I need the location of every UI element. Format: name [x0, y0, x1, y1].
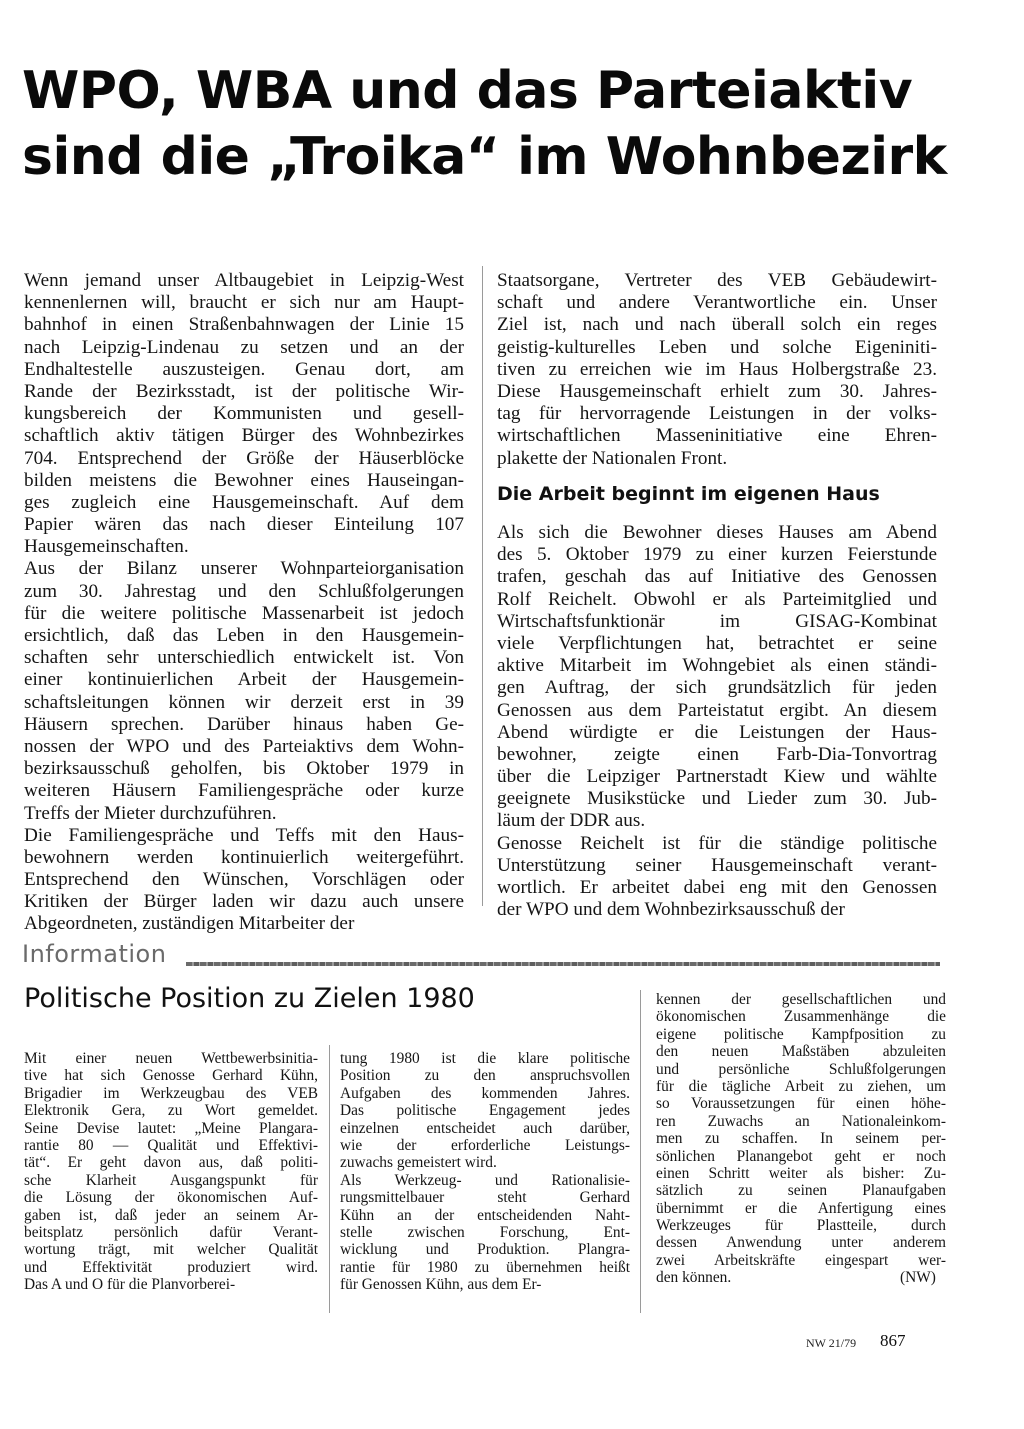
- text-line: Papier wären das nach dieser Einteilung 107: [24, 514, 464, 536]
- text-line: einen Schritt weiter als bisher: Zu-: [656, 1164, 946, 1182]
- text-line: Rande der Bezirksstadt, ist der politische Wir-: [24, 380, 464, 402]
- headline-line-2: sind die „Troika“ im Wohnbezirk: [22, 127, 947, 187]
- text-line: Aufgaben des kommenden Jahres.: [340, 1084, 630, 1102]
- text-line: Unterstützung seiner Hausgemeinschaft verant-: [497, 854, 937, 876]
- text-line: rantie für 1980 zu übernehmen heißt: [340, 1258, 630, 1276]
- text-line: tiven zu erreichen wie im Haus Holbergstraße 23.: [497, 358, 937, 380]
- text-line: wirtschaftlichen Masseninitiative eine Ehren-: [497, 425, 937, 447]
- text-line: gen Auftrag, der sich grundsätzlich für jeden: [497, 677, 937, 699]
- text-line: Wenn jemand unser Altbaugebiet in Leipzig-West: [24, 270, 464, 291]
- text-line: beitsplatz persönlich dafür Verant-: [24, 1223, 318, 1241]
- article-column-2-top: [497, 270, 937, 470]
- text-line: rantie 80 — Qualität und Effektivi-: [24, 1136, 318, 1154]
- text-line: men zu schaffen. In seinem per-: [656, 1130, 946, 1148]
- text-line: für Genossen Kühn, aus dem Er-: [340, 1276, 542, 1294]
- text-line: gaben ist, daß jeder an seinem Ar-: [24, 1206, 318, 1224]
- text-line: kungsbereich der Kommunisten und gesell-: [24, 403, 464, 425]
- text-line: Hausgemeinschaften.: [24, 536, 189, 558]
- text-line: schaftsleitungen können wir derzeit erst in 39: [24, 691, 464, 713]
- text-line: kennen der gesellschaftlichen und: [656, 991, 946, 1008]
- text-line: dessen Anwendung unter anderem: [656, 1234, 946, 1252]
- text-line: bilden meistens die Bewohner eines Hauseingan-: [24, 469, 464, 491]
- info-column-1: [24, 1050, 318, 1293]
- info-title: Politische Position zu Zielen 1980: [24, 983, 475, 1014]
- text-line: trafen, geschah das auf Initiative des Genossen: [497, 566, 937, 588]
- text-line: Staatsorgane, Vertreter des VEB Gebäudewirt-: [497, 270, 937, 291]
- info-signature: (NW): [900, 1269, 936, 1286]
- text-line: Genosse Reichelt ist für die ständige politische: [497, 832, 937, 854]
- text-line: des 5. Oktober 1979 zu einer kurzen Feierstunde: [497, 544, 937, 566]
- text-line: die Lösung der ökonomischen Auf-: [24, 1189, 318, 1207]
- headline: [22, 58, 982, 190]
- text-line: ersichtlich, daß das Leben in den Hausgemein-: [24, 625, 464, 646]
- text-line: Abgeordneten, zuständigen Mitarbeiter der: [24, 913, 355, 935]
- article-column-1: [24, 270, 464, 936]
- info-column-3: [656, 991, 946, 1287]
- text-line: ökonomischen Zusammenhänge die: [656, 1008, 946, 1026]
- text-line: tät“. Er geht davon aus, daß politi-: [24, 1154, 318, 1172]
- text-line: Werkzeuges für Plastteile, durch: [656, 1217, 946, 1235]
- text-line: Abend würdigte er die Leistungen der Haus-: [497, 721, 937, 743]
- text-line: wie der erforderliche Leistungs-: [340, 1136, 630, 1154]
- text-line: Mit einer neuen Wettbewerbsinitia-: [24, 1050, 318, 1067]
- text-line: einer kontinuierlichen Arbeit der Hausgemein-: [24, 669, 464, 691]
- text-line: weiteren Häusern Familiengespräche oder kurze: [24, 780, 464, 802]
- text-line: geeignete Musikstücke und Lieder zum 30. Jub-: [497, 788, 937, 810]
- info-column-divider-1: [329, 1045, 330, 1313]
- text-line: sche Klarheit Ausgangspunkt für: [24, 1171, 318, 1189]
- text-line: sönlichen Planangebot geht er noch: [656, 1147, 946, 1165]
- text-line: wicklung und Produktion. Plangra-: [340, 1241, 630, 1259]
- text-line: den neuen Maßstäben abzuleiten: [656, 1043, 946, 1061]
- text-line: Kühn an der entscheidenden Naht-: [340, 1206, 630, 1224]
- text-line: Endhaltestelle auszusteigen. Genau dort, am: [24, 358, 464, 380]
- text-line: läum der DDR aus.: [497, 810, 646, 832]
- text-line: den können.: [656, 1269, 732, 1287]
- text-line: Als Werkzeug- und Rationalisie-: [340, 1171, 630, 1189]
- text-line: bezirksausschuß geholfen, bis Oktober 1979 in: [24, 758, 464, 780]
- text-line: wortung trägt, mit welcher Qualität: [24, 1241, 318, 1259]
- text-line: nossen der WPO und des Parteiaktivs dem Wohn-: [24, 735, 464, 757]
- text-line: Seine Devise lautet: „Meine Plangara-: [24, 1119, 318, 1137]
- text-line: zuwachs gemeistert wird.: [340, 1154, 497, 1172]
- text-line: Treffs der Mieter durchzuführen.: [24, 802, 277, 824]
- text-line: Position zu den anspruchsvollen: [340, 1067, 630, 1085]
- text-line: Elektronik Gera, zu Wort gemeldet.: [24, 1102, 318, 1120]
- text-line: bewohnern werden kontinuierlich weitergeführt.: [24, 846, 464, 868]
- text-line: Brigadier im Werkzeugbau des VEB: [24, 1084, 318, 1102]
- text-line: Ziel ist, nach und nach überall solch ein reges: [497, 314, 937, 336]
- text-line: der WPO und dem Wohnbezirksausschuß der: [497, 899, 845, 921]
- text-line: Häusern sprechen. Darüber hinaus haben Ge-: [24, 713, 464, 735]
- text-line: ges zugleich eine Hausgemeinschaft. Auf dem: [24, 491, 464, 513]
- headline-line-1: WPO, WBA und das Parteiaktiv: [22, 61, 913, 121]
- text-line: für die weitere politische Massenarbeit ist jedoch: [24, 602, 464, 624]
- text-line: Aus der Bilanz unserer Wohnparteiorganisation: [24, 558, 464, 580]
- text-line: zum 30. Jahrestag und den Schlußfolgerungen: [24, 580, 464, 602]
- text-line: tive hat sich Genosse Gerhard Kühn,: [24, 1067, 318, 1085]
- text-line: sätzlich zu seinen Planaufgaben: [656, 1182, 946, 1200]
- text-line: aktive Mitarbeit im Wohngebiet als einen ständi-: [497, 655, 937, 677]
- text-line: Kritiken der Bürger laden wir dazu auch unsere: [24, 891, 464, 913]
- text-line: Als sich die Bewohner dieses Hauses am Abend: [497, 522, 937, 543]
- text-line: bahnhof in einen Straßenbahnwagen der Linie 15: [24, 314, 464, 336]
- text-line: Diese Hausgemeinschaft erhielt zum 30. Jahres-: [497, 380, 937, 402]
- text-line: 704. Entsprechend der Größe der Häuserblöcke: [24, 447, 464, 469]
- article-column-divider: [482, 266, 483, 906]
- text-line: und Effektivität produziert wird.: [24, 1258, 318, 1276]
- text-line: viele Verpflichtungen hat, betrachtet er seine: [497, 632, 937, 654]
- text-line: so Voraussetzungen für einen höhe-: [656, 1095, 946, 1113]
- text-line: für die tägliche Arbeit zu ziehen, um: [656, 1077, 946, 1095]
- info-column-divider-2: [640, 990, 641, 1313]
- text-line: ren Zuwachs an Nationaleinkom-: [656, 1112, 946, 1130]
- text-line: schaft und andere Verantwortliche ein. Unser: [497, 292, 937, 314]
- text-line: kennenlernen will, braucht er sich nur am Haupt-: [24, 292, 464, 314]
- text-line: einzelnen entscheidet auch darüber,: [340, 1119, 630, 1137]
- text-line: stelle zwischen Forschung, Ent-: [340, 1223, 630, 1241]
- text-line: tag für hervorragende Leistungen in der volks-: [497, 403, 937, 425]
- text-line: und persönliche Schlußfolgerungen: [656, 1060, 946, 1078]
- text-line: zwei Arbeitskräfte eingespart wer-: [656, 1251, 946, 1269]
- text-line: schaftlich aktiv tätigen Bürger des Wohnbezirkes: [24, 425, 464, 447]
- text-line: übernimmt er die Anfertigung eines: [656, 1199, 946, 1217]
- text-line: eigene politische Kampfposition zu: [656, 1025, 946, 1043]
- text-line: schaften sehr unterschiedlich entwickelt ist. Von: [24, 647, 464, 669]
- text-line: wortlich. Er arbeitet dabei eng mit den Genossen: [497, 877, 937, 898]
- text-line: nach Leipzig-Lindenau zu setzen und an der: [24, 336, 464, 358]
- text-line: über die Leipziger Partnerstadt Kiew und wählte: [497, 766, 937, 788]
- article-subheading: Die Arbeit beginnt im eigenen Haus: [497, 483, 880, 505]
- text-line: rungsmittelbauer steht Gerhard: [340, 1189, 630, 1207]
- information-rule: [186, 962, 940, 966]
- text-line: geistig-kulturelles Leben und solche Eigeniniti-: [497, 336, 937, 358]
- text-line: bewohner, zeigte einen Farb-Dia-Tonvortrag: [497, 743, 937, 765]
- text-line: Die Familiengespräche und Teffs mit den Haus-: [24, 824, 464, 846]
- text-line: plakette der Nationalen Front.: [497, 447, 728, 469]
- information-label: Information: [22, 940, 167, 968]
- page-number: 867: [880, 1331, 906, 1350]
- text-line: tung 1980 ist die klare politische: [340, 1050, 630, 1067]
- text-line: Entsprechend den Wünschen, Vorschlägen oder: [24, 869, 464, 891]
- info-column-2: [340, 1050, 630, 1293]
- text-line: Genossen aus dem Parteistatut ergibt. An diesem: [497, 699, 937, 721]
- text-line: Das A und O für die Planvorberei-: [24, 1276, 236, 1294]
- text-line: Wirtschaftsfunktionär im GISAG-Kombinat: [497, 610, 937, 632]
- footer-issue-ref: NW 21/79: [806, 1336, 857, 1350]
- article-column-2-bottom: [497, 522, 937, 921]
- text-line: Rolf Reichelt. Obwohl er als Parteimitglied und: [497, 588, 937, 610]
- text-line: Das politische Engagement jedes: [340, 1102, 630, 1120]
